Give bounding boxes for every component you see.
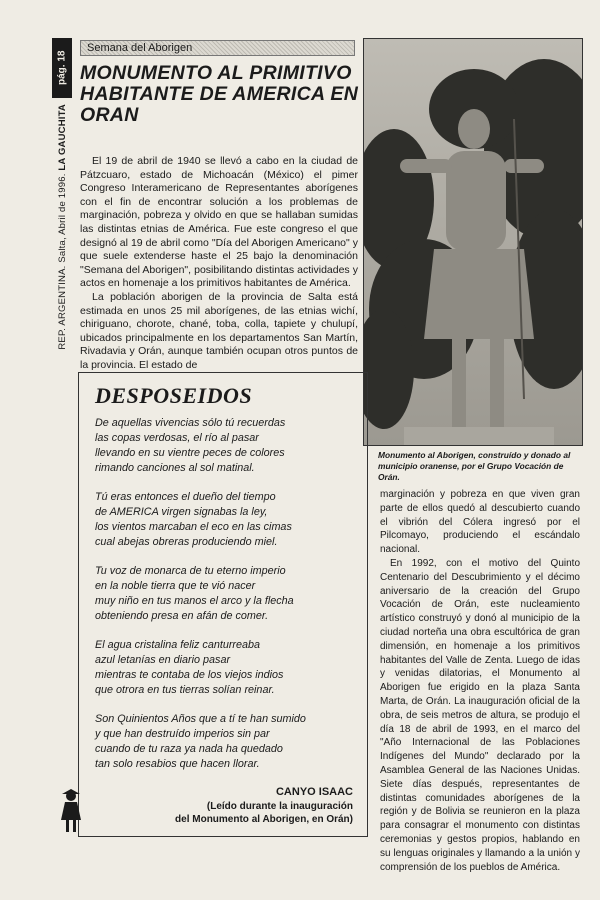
poem-line: llevando en su vientre peces de colores (95, 447, 285, 459)
poem-stanza (95, 564, 353, 624)
poem-note-line: del Monumento al Aborigen, en Orán) (175, 814, 353, 825)
poem-line: en la noble tierra que te vió nacer (95, 580, 256, 592)
poem-line: los vientos marcaban el eco en las cimas (95, 521, 292, 533)
poem-line: mientras te contaba de los viejos indios (95, 669, 284, 681)
poem-stanza (95, 638, 353, 698)
body-paragraph: En 1992, con el motivo del Quinto Centenario del Descubrimiento y el décimo aniversario de la creación del Grupo Vocación de Orán, este nucleamiento artístico construyó y donó al municipio de la ciudad norteña una obra escultórica de gran dimensión, en homenaje a los primitivos habitantes del Valle de Zenta. Luego de idas y venidas dilatorias, el Monumento al Aborigen fue erigido en la plaza Santa Marta, de Orán. La inauguración oficial de la obra, de seis metros de altura, se produjo el día 18 de abril de 1993, en el marco del "Año Internacional de las Poblaciones Indígenes del Mundo" declarado por la Asamblea General de las Naciones Unidas. Siete días después, representantes de distintas comunidades aborígenes de la región y de Bolivia se reunieron en la plaza para consagrar el monumento con distintas ceremonias y gestos propios, hablando en su lenguas originales y llamando a la unión y comprensión de los pueblos de América. (380, 557, 580, 873)
section-label: Semana del Aborigen (80, 40, 355, 56)
poem-line: De aquellas vivencias sólo tú recuerdas (95, 417, 286, 429)
poem-line: cual abejas obreras produciendo miel. (95, 536, 278, 548)
poem-line: Tú eras entonces el dueño del tiempo (95, 491, 276, 503)
photo-caption: Monumento al Aborigen, construído y donado al municipio oranense, por el Grupo Vocación de Orán. (378, 450, 571, 482)
poem-line: que otrora en tus tierras solían reinar. (95, 684, 275, 696)
poem-line: cuando de tu raza ya nada ha quedado (95, 743, 283, 755)
poem-line: obteniendo presa en afán de comer. (95, 610, 269, 622)
poem-line: las copas verdosas, el río al pasar (95, 432, 259, 444)
publication-name: LA GAUCHITA (56, 104, 68, 171)
poem-line: Tu voz de monarca de tu eterno imperio (95, 565, 286, 577)
poem-note-line: (Leído durante la inauguración (206, 801, 353, 812)
intro-paragraph: La población aborigen de la provincia de Salta está estimada en unos 25 mil aborígenes, de las etnias wichí, chiriguano, chorote, chané, toba, colla, tapiete y chulupí, ubicados principalmente en los departamentos San Martín, Rivadavia y Orán, aunque también ocupan otros puntos de la provincia. El estado de (80, 290, 358, 371)
poem-line: rimando canciones al sol matinal. (95, 462, 255, 474)
statue-illustration (364, 39, 582, 445)
poem-stanza (95, 712, 353, 772)
poem-title: DESPOSEIDOS (95, 383, 253, 408)
poem-box (78, 372, 368, 837)
intro-paragraph: El 19 de abril de 1940 se llevó a cabo en la ciudad de Pátzcuaro, estado de Michoacán (México) el pimer Congreso Interamericano de Representantes aborígenes con el fin de encontrar solución a los problemas de marginación, pobreza y olvido en que se hallaban sumidas las distintas etnias de América. Fue este congreso el que designó al 19 de abril como "Día del Aborigen Americano" y que suele extenderse haste el 25 bajo la denominación "Semana del Aborigen", posibilitando distintas actividades y actos en homenaje a los primitivos habitantes de América. (80, 155, 358, 290)
monument-photo (363, 38, 583, 446)
poem-line: azul letanías en diario pasar (95, 654, 231, 666)
poem-line: Son Quinientos Años que a tí te han sumido (95, 713, 306, 725)
intro-text (80, 155, 358, 373)
page-number: pág. 18 (52, 38, 72, 98)
poem-line: tan solo resabios que hacen llorar. (95, 758, 260, 770)
poem-note (95, 800, 353, 826)
vertical-page-label (51, 38, 73, 356)
poem-stanza (95, 490, 353, 550)
poem-author: CANYO ISAAC (275, 786, 353, 798)
poem-line: El agua cristalina feliz canturreaba (95, 639, 261, 651)
body-paragraph: marginación y pobreza en que viven gran parte de ellos quedó al descubierto cuando el vibrión del Cólera ingresó por el Pilcomayo, produciendo el escándalo nacional. (380, 489, 580, 556)
gaucho-figure-icon (60, 788, 82, 834)
poem-line: de AMERICA virgen signabas la ley, (95, 506, 268, 518)
running-header (57, 104, 68, 350)
poem-line: y que han destruído imperios sin par (95, 728, 270, 740)
poem-line: muy niño en tus manos el arco y la flecha (95, 595, 294, 607)
poem-stanza (95, 416, 353, 476)
headline: MONUMENTO AL PRIMITIVO HABITANTE DE AMERICA EN ORAN (80, 62, 359, 126)
running-header-text: REP. ARGENTINA. Salta, Abril de 1996. (56, 173, 68, 350)
right-column-text (380, 488, 580, 874)
